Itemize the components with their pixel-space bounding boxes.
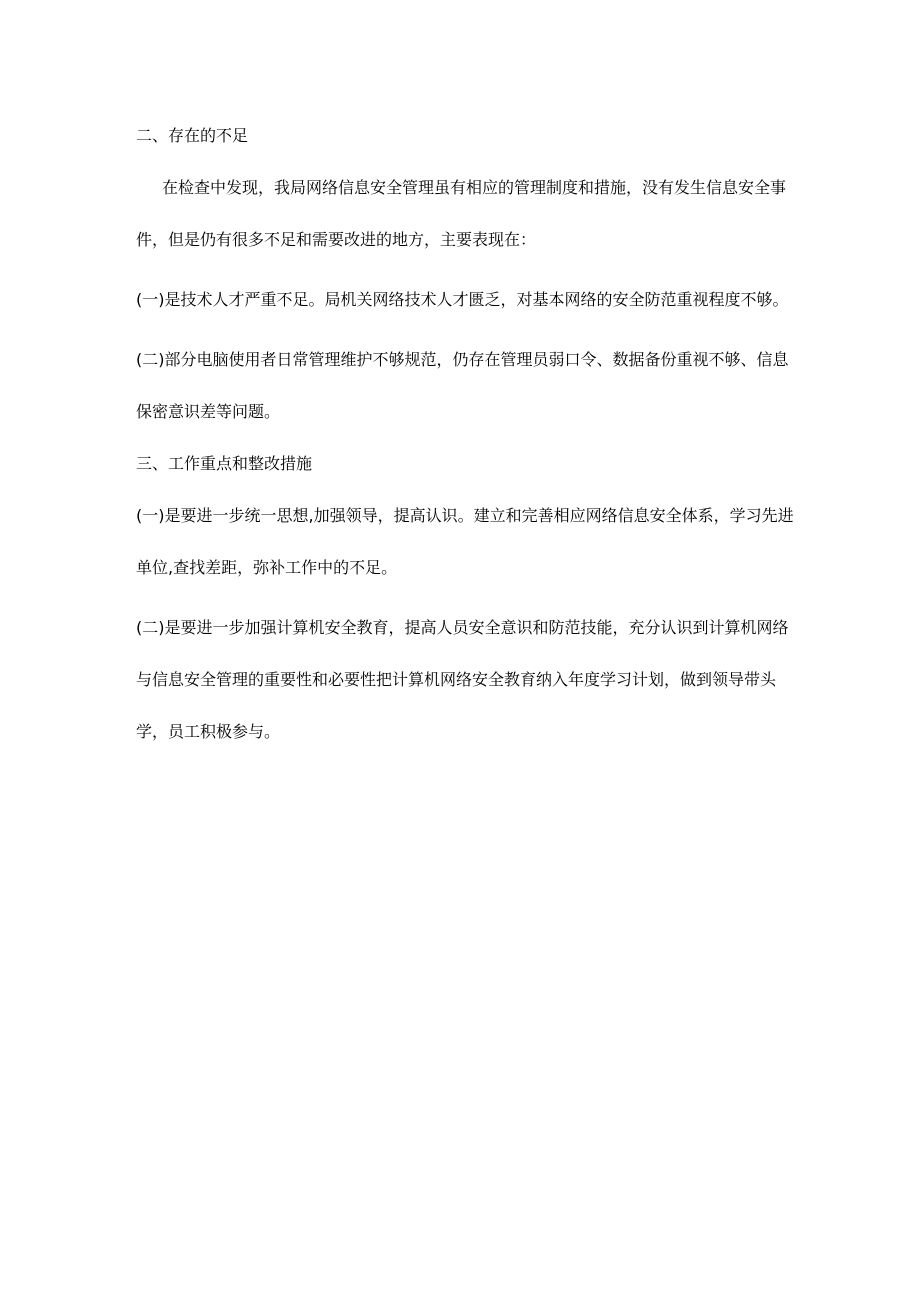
paragraph-security-education: (二)是要进一步加强计算机安全教育，提高人员安全意识和防范技能，充分认识到计算机网络与信息安全管理的重要性和必要性把计算机网络安全教育纳入年度学习计划，做到领导带头学，员工积极参与。 [136,618,789,741]
document-body [136,118,796,766]
paragraph-unify-thinking: (一)是要进一步统一思想,加强领导，提高认识。建立和完善相应网络信息安全体系，学习先进单位,查找差距，弥补工作中的不足。 [136,506,794,577]
paragraph-inspection-findings: 在检查中发现，我局网络信息安全管理虽有相应的管理制度和措施，没有发生信息安全事件，但是仍有很多不足和需要改进的地方，主要表现在： [136,178,787,249]
paragraph-shortage-technical-staff: (一)是技术人才严重不足。局机关网络技术人才匮乏，对基本网络的安全防范重视程度不够。 [136,290,789,309]
section-heading-shortcomings: 二、存在的不足 [136,126,249,145]
paragraph-irregular-maintenance: (二)部分电脑使用者日常管理维护不够规范，仍存在管理员弱口令、数据备份重视不够、信息保密意识差等问题。 [136,350,789,421]
section-heading-rectification: 三、工作重点和整改措施 [136,454,313,473]
